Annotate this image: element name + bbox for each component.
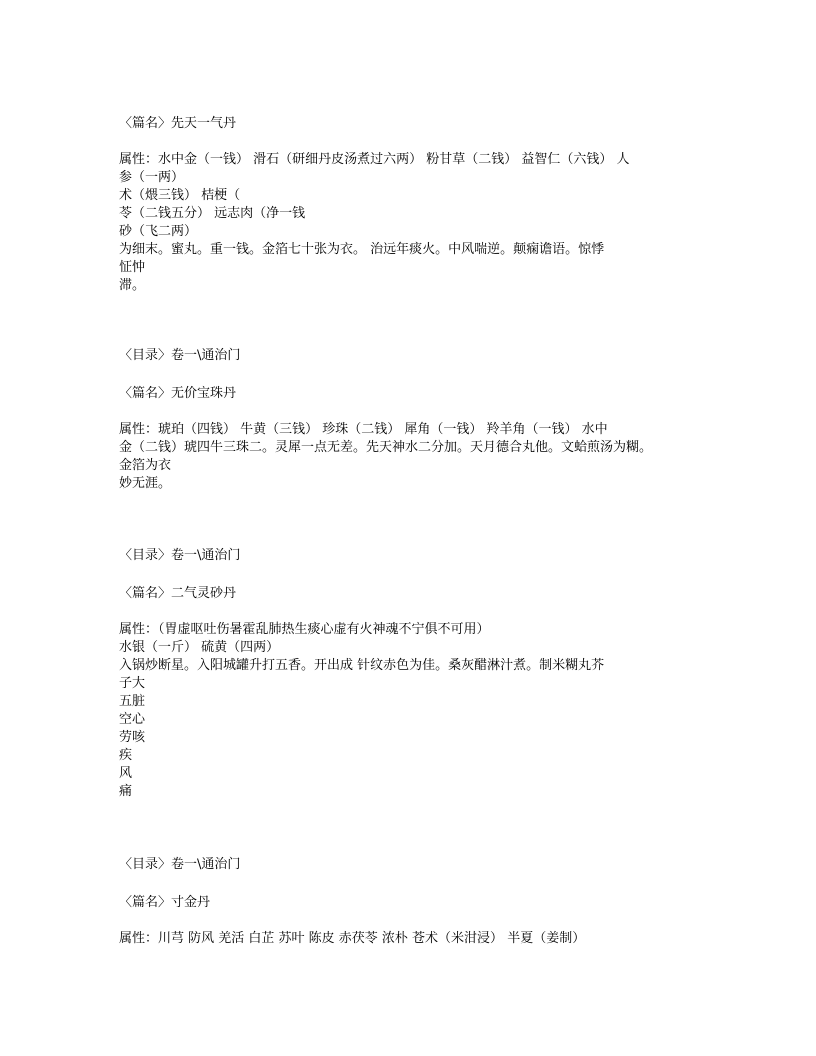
section-title: 〈篇名〉无价宝珠丹 — [119, 386, 237, 401]
section-title: 〈篇名〉二气灵砂丹 — [119, 586, 237, 601]
text-line: 金（二钱）琥四牛三珠二。灵犀一点无差。先天神水二分加。天月德合丸他。文蛤煎汤为糊。 — [119, 440, 653, 455]
text-line: 水银（一斤） 硫黄（四两） — [119, 640, 280, 655]
catalog-line: 〈目录〉卷一\通治门 — [119, 548, 241, 563]
text-line: 滞。 — [119, 278, 146, 293]
text-line: 空心 — [119, 712, 146, 727]
catalog-line: 〈目录〉卷一\通治门 — [119, 857, 241, 872]
text-line: 怔忡 — [119, 260, 146, 275]
text-line: 参（一两） — [119, 170, 185, 185]
text-line: 五脏 — [119, 694, 146, 709]
section-title: 〈篇名〉寸金丹 — [119, 895, 211, 910]
text-line: 砂（飞二两） — [119, 224, 198, 239]
text-line: 为细末。蜜丸。重一钱。金箔七十张为衣。 治远年痰火。中风喘逆。颠痫谵语。惊悸 — [119, 242, 605, 257]
text-line: 妙无涯。 — [119, 476, 172, 491]
attribute-line: 属性：水中金（一钱） 滑石（研细丹皮汤煮过六两） 粉甘草（二钱） 益智仁（六钱） 人 — [119, 152, 630, 167]
text-line: 疾 — [119, 748, 133, 763]
text-line: 子大 — [119, 676, 146, 691]
text-line: 劳咳 — [119, 730, 146, 745]
text-line: 金箔为衣 — [119, 458, 172, 473]
text-line: 苓（二钱五分） 远志肉（净一钱 — [119, 206, 306, 221]
catalog-line: 〈目录〉卷一\通治门 — [119, 348, 241, 363]
text-line: 术（煨三钱） 桔梗（ — [119, 188, 241, 203]
text-line: 入锅炒断星。入阳城罐升打五香。开出成 针纹赤色为佳。桑灰醋淋汁煮。制米糊丸芥 — [119, 658, 605, 673]
text-line: 痛 — [119, 784, 133, 799]
text-line: 风 — [119, 766, 133, 781]
attribute-line: 属性：（胃虚呕吐伤暑霍乱肺热生痰心虚有火神魂不宁俱不可用） — [119, 622, 490, 637]
attribute-line: 属性：川芎 防风 羌活 白芷 苏叶 陈皮 赤茯苓 浓朴 苍术（米泔浸） 半夏（姜制） — [119, 931, 586, 946]
attribute-line: 属性：琥珀（四钱） 牛黄（三钱） 珍珠（二钱） 犀角（一钱） 羚羊角（一钱） 水中 — [119, 422, 608, 437]
section-title: 〈篇名〉先天一气丹 — [119, 116, 237, 131]
